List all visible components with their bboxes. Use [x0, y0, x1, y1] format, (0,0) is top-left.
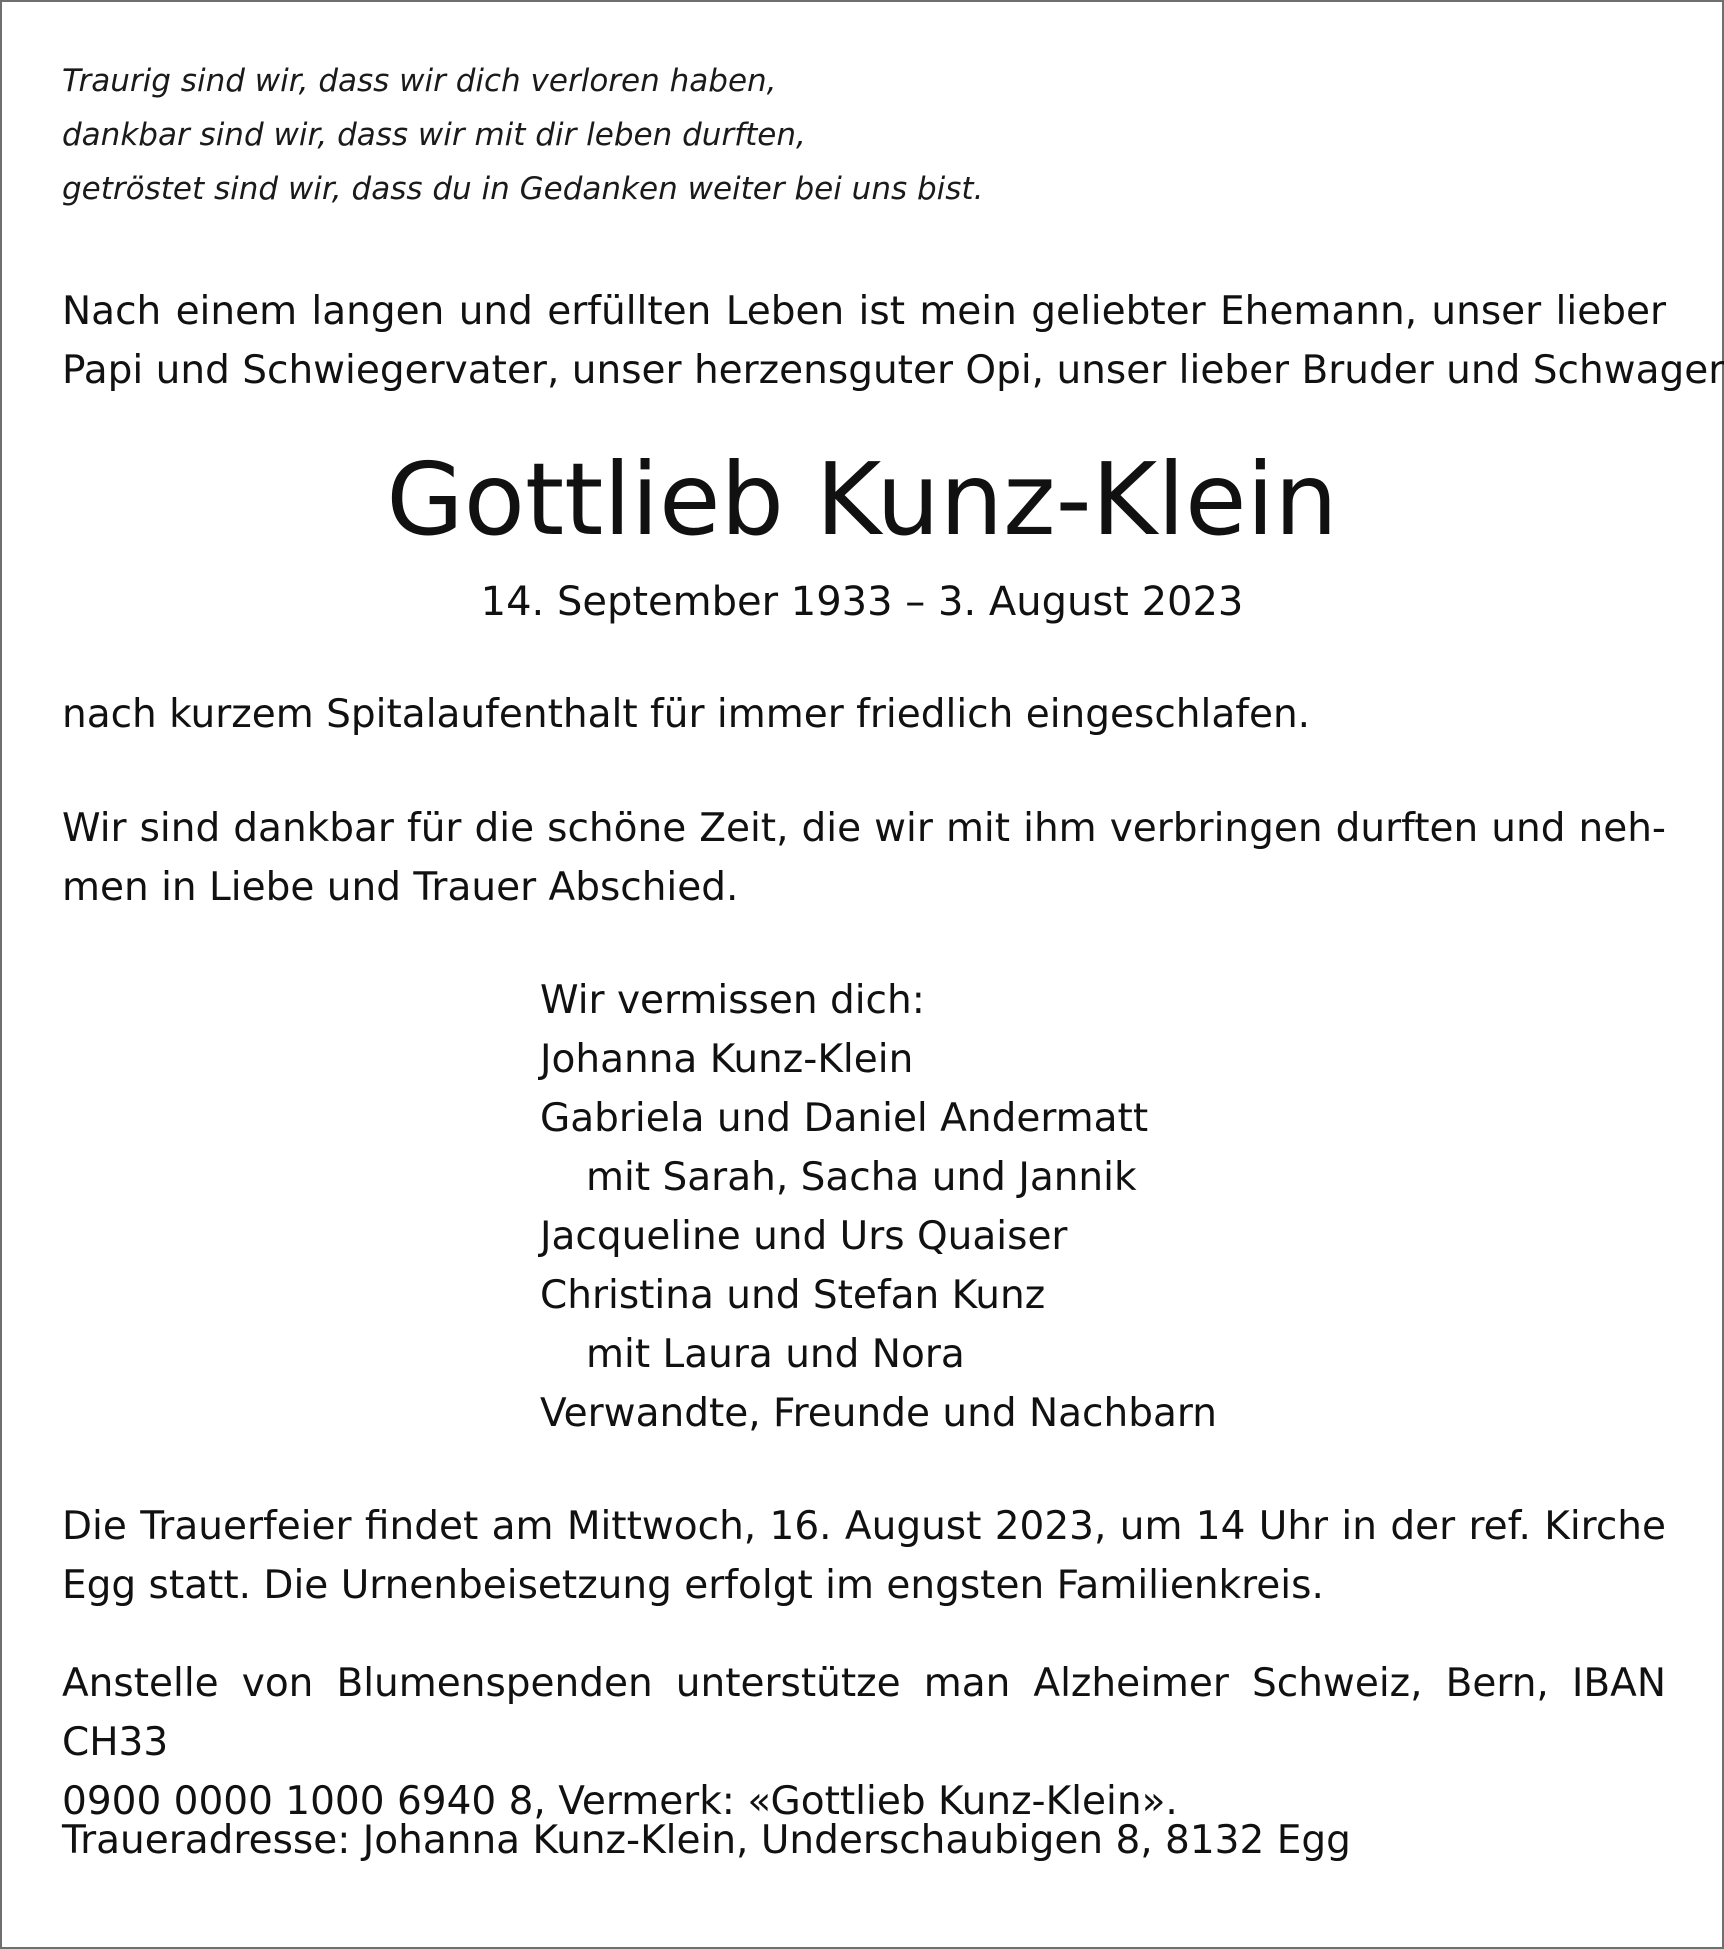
family-member: mit Laura und Nora [586, 1332, 965, 1377]
family-member: Jacqueline und Urs Quaiser [540, 1214, 1068, 1259]
family-member: Christina und Stefan Kunz [540, 1273, 1046, 1318]
donation-line: Anstelle von Blumenspenden unterstütze man Alzheimer Schweiz, Bern, IBAN CH33 [62, 1661, 1666, 1765]
poem-line: dankbar sind wir, dass wir mit dir leben durften, [62, 117, 806, 153]
family-member: Johanna Kunz-Klein [540, 1037, 914, 1082]
deceased-name: Gottlieb Kunz-Klein [386, 441, 1338, 558]
poem-line: getröstet sind wir, dass du in Gedanken weiter bei uns bist. [62, 171, 984, 207]
intro-line: Nach einem langen und erfüllten Leben ist mein geliebter Ehemann, unser lieber [62, 289, 1666, 334]
thanks-line: men in Liebe und Trauer Abschied. [62, 865, 739, 910]
passing-line: nach kurzem Spitalaufenthalt für immer friedlich eingeschlafen. [62, 692, 1311, 737]
life-dates: 14. September 1933 – 3. August 2023 [480, 579, 1244, 625]
donation-line: 0900 0000 1000 6940 8, Vermerk: «Gottlieb Kunz-Klein». [62, 1779, 1178, 1824]
intro-paragraph [62, 282, 1724, 400]
ceremony-line: Die Trauerfeier findet am Mittwoch, 16. August 2023, um 14 Uhr in der ref. Kirche [62, 1504, 1666, 1549]
family-member: mit Sarah, Sacha und Jannik [586, 1155, 1137, 1200]
ceremony-paragraph [62, 1497, 1666, 1615]
thanks-line: Wir sind dankbar für die schöne Zeit, die wir mit ihm verbringen durften und neh- [62, 806, 1666, 851]
family-member: Gabriela und Daniel Andermatt [540, 1096, 1149, 1141]
family-list [540, 971, 1217, 1443]
poem [62, 54, 983, 216]
address-paragraph [62, 1811, 1666, 1870]
donation-paragraph [62, 1654, 1666, 1831]
ceremony-line: Egg statt. Die Urnenbeisetzung erfolgt im engsten Familienkreis. [62, 1563, 1324, 1608]
passing-paragraph [62, 685, 1666, 744]
mourning-address: Traueradresse: Johanna Kunz-Klein, Underschaubigen 8, 8132 Egg [62, 1818, 1351, 1863]
poem-line: Traurig sind wir, dass wir dich verloren haben, [62, 63, 777, 99]
family-heading: Wir vermissen dich: [540, 978, 925, 1023]
thanks-paragraph [62, 799, 1666, 917]
family-member: Verwandte, Freunde und Nachbarn [540, 1391, 1217, 1436]
intro-line: Papi und Schwiegervater, unser herzensguter Opi, unser lieber Bruder und Schwager [62, 348, 1724, 393]
